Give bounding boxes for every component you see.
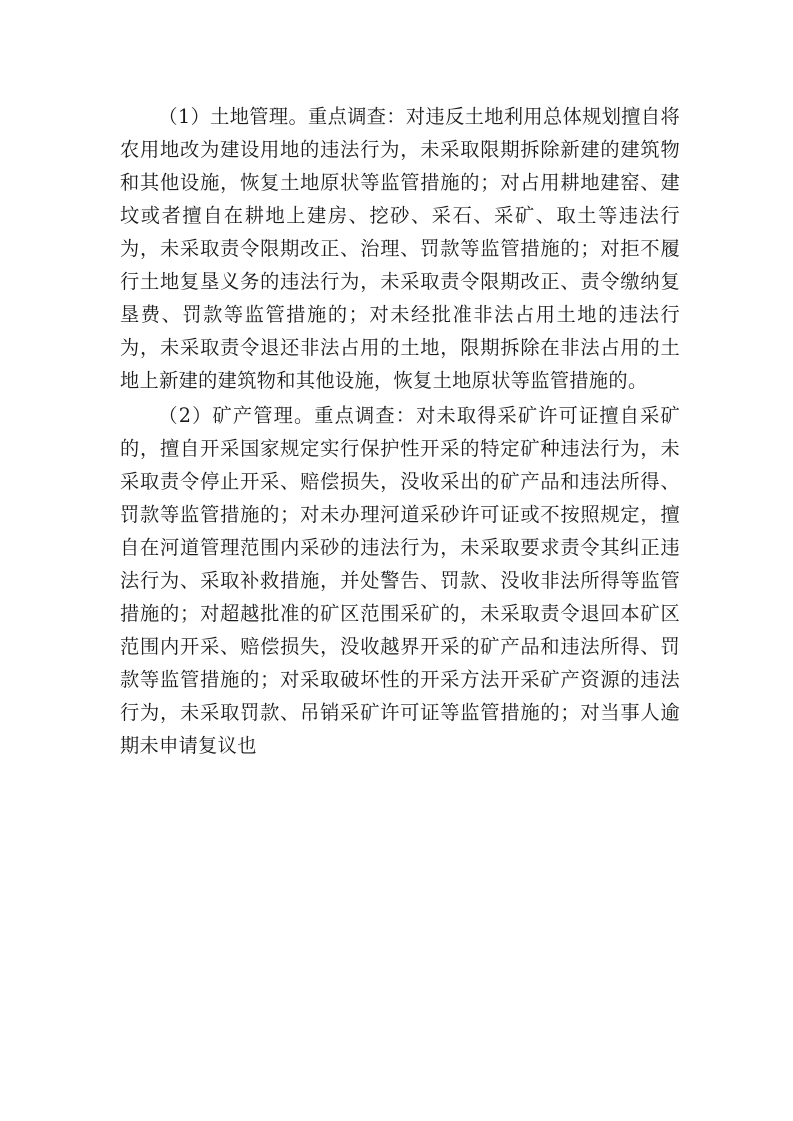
paragraph-land-management: （1）土地管理。重点调查：对违反土地利用总体规划擅自将农用地改为建设用地的违法行为，未采取限期拆除新建的建筑物和其他设施，恢复土地原状等监管措施的；对占用耕地建窑、建坟或者擅自在耕地上建房、挖砂、采石、采矿、取土等违法行为，未采取责令限期改正、治理、罚款等监管措施的；对拒不履行土地复垦义务的违法行为，未采取责令限期改正、责令缴纳复垦费、罚款等监管措施的；对未经批准非法占用土地的违法行为，未采取责令退还非法占用的土地，限期拆除在非法占用的土地上新建的建筑物和其他设施，恢复土地原状等监管措施的。 — [120, 105, 680, 392]
document-body — [120, 100, 680, 762]
paragraph-mineral-management: （2）矿产管理。重点调查：对未取得采矿许可证擅自采矿的，擅自开采国家规定实行保护性开采的特定矿种违法行为，未采取责令停止开采、赔偿损失，没收采出的矿产品和违法所得、罚款等监管措施的；对未办理河道采砂许可证或不按照规定，擅自在河道管理范围内采砂的违法行为，未采取要求责令其纠正违法行为、采取补救措施，并处警告、罚款、没收非法所得等监管措施的；对超越批准的矿区范围采矿的，未采取责令退回本矿区范围内开采、赔偿损失，没收越界开采的矿产品和违法所得、罚款等监管措施的；对采取破坏性的开采方法开采矿产资源的违法行为，未采取罚款、吊销采矿许可证等监管措施的；对当事人逾期未申请复议也 — [120, 404, 680, 757]
